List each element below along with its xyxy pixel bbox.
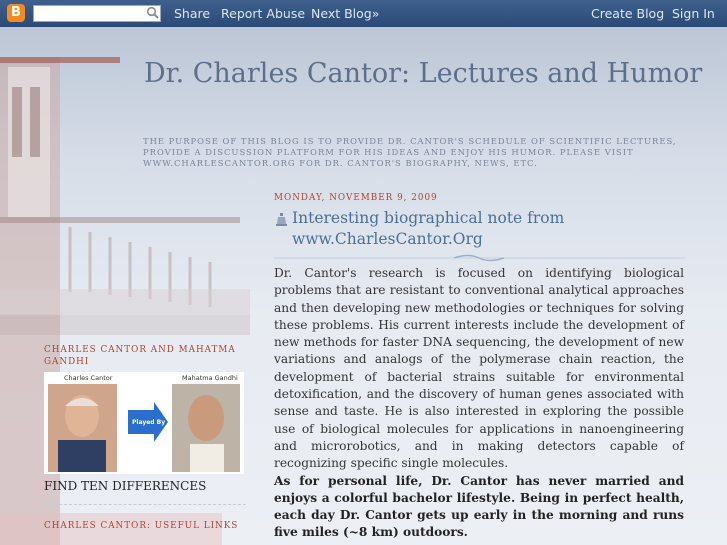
image-label-left: Charles Cantor	[64, 374, 113, 382]
post-title-link[interactable]: Interesting biographical note from www.CharlesCantor.Org	[292, 209, 565, 248]
post-bullet-icon	[275, 212, 288, 227]
post-body-paragraph: Dr. Cantor's research is focused on identifying biological problems that are resistant to conventional analytical approaches and then developing new methodologies or techniques for solving these problems. His current interests include the development of new methods for faster DNA sequencing, the development of new variations and analogs of the polymerase chain reaction, the development of bacterial strains suitable for environmental detoxification, and the discovery of human genes associated with sense and taste. He is also interested in exploring the possible use of biological molecules for applications in nanoengineering and microrobotics, and in making detectors capable of recognizing specific single molecules.	[274, 266, 684, 471]
create-blog-link[interactable]: Create Blog	[591, 6, 665, 21]
blog-title[interactable]: Dr. Charles Cantor: Lectures and Humor	[144, 58, 703, 89]
cantor-gandhi-image[interactable]	[44, 372, 244, 474]
image-arrow-text: Played By	[132, 419, 166, 426]
image-caption: FIND TEN DIFFERENCES	[44, 479, 207, 493]
blogger-navbar	[0, 0, 727, 27]
next-blog-link[interactable]: Next Blog»	[311, 6, 380, 21]
post-body	[274, 265, 684, 542]
sidebar-heading-gandhi: CHARLES CANTOR AND MAHATMA GANDHI	[44, 345, 236, 367]
sidebar-divider	[44, 504, 246, 505]
blogger-logo-icon[interactable]: B	[7, 4, 25, 22]
post-body-bold-paragraph: As for personal life, Dr. Cantor has never married and enjoys a colorful bachelor lifestyle. Being in perfect health, each day Dr. Cantor gets up early in the morning and runs five miles (~8 km) outdoors.	[274, 473, 684, 540]
report-abuse-link[interactable]: Report Abuse	[221, 6, 306, 21]
share-link[interactable]: Share	[174, 6, 211, 21]
image-label-right: Mahatma Gandhi	[182, 374, 238, 382]
post-title-divider	[274, 254, 685, 262]
search-input[interactable]	[33, 5, 161, 22]
sidebar-heading-links: CHARLES CANTOR: USEFUL LINKS	[44, 521, 239, 531]
sign-in-link[interactable]: Sign In	[672, 6, 715, 21]
post-date: MONDAY, NOVEMBER 9, 2009	[274, 193, 438, 203]
search-icon[interactable]	[146, 6, 160, 20]
blog-description: THE PURPOSE OF THIS BLOG IS TO PROVIDE DR. CANTOR'S SCHEDULE OF SCIENTIFIC LECTURES, PROVIDE A DISCUSSION PLATFORM FOR HIS IDEAS AND ENJOY HIS HUMOR. PLEASE VISIT WWW.CHARLESCANTOR.ORG FOR DR. CANTOR'S BIOGRAPHY, NEWS, ETC.	[143, 136, 677, 168]
